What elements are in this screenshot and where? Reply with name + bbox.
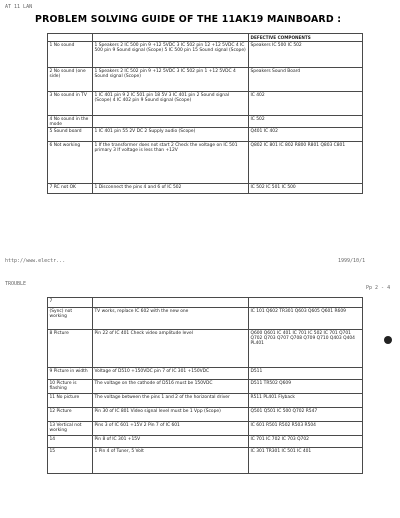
table-row bbox=[48, 436, 363, 448]
header-left-text: AT 11 LAN bbox=[5, 4, 33, 10]
table-body bbox=[48, 298, 363, 474]
symptom-cell: 1 No sound bbox=[48, 42, 93, 68]
header-cell-check bbox=[93, 34, 249, 42]
defective-parts-cell: IC 701 IC 702 IC 703 Q702 bbox=[249, 436, 363, 448]
defective-parts-cell: R511 PL401 Flyback bbox=[249, 394, 363, 408]
check-procedure-cell: 1 Speakers 2 IC 502 pin 9 +12 5VDC 3 IC 502 pin 1 +12 5VDC 4 Sound signal (Scope) bbox=[93, 68, 249, 92]
check-procedure-cell: Pin 8 of IC 301 +15V bbox=[93, 436, 249, 448]
symptom-cell: 8 Picture bbox=[48, 330, 93, 368]
defective-parts-cell: IC 502 IC 501 IC 500 bbox=[249, 184, 363, 194]
table-row bbox=[48, 330, 363, 368]
page2-header-left-text: TROUBLE bbox=[5, 281, 27, 287]
symptom-cell: 7 RC not OK bbox=[48, 184, 93, 194]
check-procedure-cell: Voltage of D510 +150VDC pin 7 of IC 301 +150VDC bbox=[93, 368, 249, 380]
check-procedure-cell: 1 IC 401 pin 55 2V DC 2 Supply audio (Scope) bbox=[93, 128, 249, 142]
symptom-cell: (Sync) not working bbox=[48, 308, 93, 330]
table-row bbox=[48, 448, 363, 474]
table-row bbox=[48, 128, 363, 142]
scan-smudge-mark bbox=[384, 336, 392, 344]
check-procedure-cell bbox=[93, 298, 249, 308]
document-title: PROBLEM SOLVING GUIDE OF THE 11AK19 MAINBOARD : bbox=[35, 14, 342, 25]
table-body bbox=[48, 42, 363, 194]
table-header-row bbox=[48, 34, 363, 42]
table-row bbox=[48, 380, 363, 394]
defective-parts-cell: Q501 Q501 IC 500 Q702 R547 bbox=[249, 408, 363, 422]
table-row bbox=[48, 68, 363, 92]
table-row bbox=[48, 422, 363, 436]
check-procedure-cell: TV works, replace IC 602 with the new one bbox=[93, 308, 249, 330]
check-procedure-cell: 1 IC 401 pin 9 2 IC 501 pin 18 5V 3 IC 401 pin 2 Sound signal (Scope) 4 IC 402 pin 9 Sound signal (Scope) bbox=[93, 92, 249, 116]
troubleshooting-table-page-1 bbox=[47, 33, 363, 194]
table-row bbox=[48, 368, 363, 380]
symptom-cell: 5 Sound board bbox=[48, 128, 93, 142]
check-procedure-cell: The voltage between the pins 1 and 2 of the horizontal driver bbox=[93, 394, 249, 408]
check-procedure-cell: 1 Disconnect the pins 4 and 6 of IC 502 bbox=[93, 184, 249, 194]
table-row bbox=[48, 116, 363, 128]
symptom-cell: 6 Not working bbox=[48, 142, 93, 184]
defective-parts-cell: Q600 Q601 IC 401 IC 701 IC 502 IC 701 Q701 Q702 Q703 Q707 Q708 Q709 Q710 Q403 Q404 PL401 bbox=[249, 330, 363, 368]
table-row bbox=[48, 142, 363, 184]
defective-parts-cell: IC 601 R501 R502 R503 R504 bbox=[249, 422, 363, 436]
footer-page-number: 1999/10/1 bbox=[338, 258, 366, 264]
defective-parts-cell: Q401 IC 402 bbox=[249, 128, 363, 142]
check-procedure-cell: 1 Speakers 2 IC 500 pin 9 +12 5VDC 3 IC 502 pin 12 +12 5VDC 4 IC 500 pin 9 Sound signal (Scope) 5 IC 500 pin 15 Sound signal (Scope) bbox=[93, 42, 249, 68]
check-procedure-cell: Pin 22 of IC 401 Check video amplitude level bbox=[93, 330, 249, 368]
symptom-cell: 3 No sound in TV bbox=[48, 92, 93, 116]
defective-parts-cell: IC 301 TR301 IC 501 IC 401 bbox=[249, 448, 363, 474]
defective-parts-cell: Speakers IC 500 IC 502 bbox=[249, 42, 363, 68]
header-cell-parts: DEFECTIVE COMPONENTS bbox=[249, 34, 363, 42]
symptom-cell: 15 bbox=[48, 448, 93, 474]
symptom-cell: 10 Picture is flashing bbox=[48, 380, 93, 394]
defective-parts-cell: D511 bbox=[249, 368, 363, 380]
footer-url-text: http://www.electr... bbox=[5, 258, 66, 264]
table-row bbox=[48, 394, 363, 408]
defective-parts-cell: D511 TR502 Q609 bbox=[249, 380, 363, 394]
check-procedure-cell: Pin 30 of IC 801 Video signal level must be 1 Vpp (Scope) bbox=[93, 408, 249, 422]
check-procedure-cell: 1 If the transformer does not start 2 Check the voltage on IC 501 primary 3 If voltage is less than +12V bbox=[93, 142, 249, 184]
symptom-cell: 13 Vertical not working bbox=[48, 422, 93, 436]
symptom-cell: 2 No sound (one side) bbox=[48, 68, 93, 92]
table-row bbox=[48, 92, 363, 116]
check-procedure-cell: The voltage on the cathode of D516 must be 150VDC bbox=[93, 380, 249, 394]
symptom-cell: 14 bbox=[48, 436, 93, 448]
defective-parts-cell bbox=[249, 298, 363, 308]
symptom-cell: 7 bbox=[48, 298, 93, 308]
symptom-cell: 11 No picture bbox=[48, 394, 93, 408]
check-procedure-cell bbox=[93, 116, 249, 128]
table-row bbox=[48, 184, 363, 194]
table-row bbox=[48, 308, 363, 330]
defective-parts-cell: Q802 IC 801 IC 802 R800 R801 Q803 C801 bbox=[249, 142, 363, 184]
symptom-cell: 12 Picture bbox=[48, 408, 93, 422]
table-row bbox=[48, 298, 363, 308]
defective-parts-cell: IC 402 bbox=[249, 92, 363, 116]
defective-parts-cell: IC 502 bbox=[249, 116, 363, 128]
defective-parts-cell: Speakers Sound Board bbox=[249, 68, 363, 92]
header-cell-symptom bbox=[48, 34, 93, 42]
check-procedure-cell: 1 Pin 4 of Tuner, 5 Volt bbox=[93, 448, 249, 474]
troubleshooting-table-page-2 bbox=[47, 297, 363, 474]
table-row bbox=[48, 42, 363, 68]
symptom-cell: 9 Picture in width bbox=[48, 368, 93, 380]
defective-parts-cell: IC 101 Q602 TR301 Q603 Q605 Q601 R609 bbox=[249, 308, 363, 330]
page2-header-right-text: Pp 2 - 4 bbox=[366, 285, 391, 291]
symptom-cell: 4 No sound in the mode bbox=[48, 116, 93, 128]
table-row bbox=[48, 408, 363, 422]
check-procedure-cell: Pins 3 of IC 601 +15V 2 Pin 7 of IC 601 bbox=[93, 422, 249, 436]
